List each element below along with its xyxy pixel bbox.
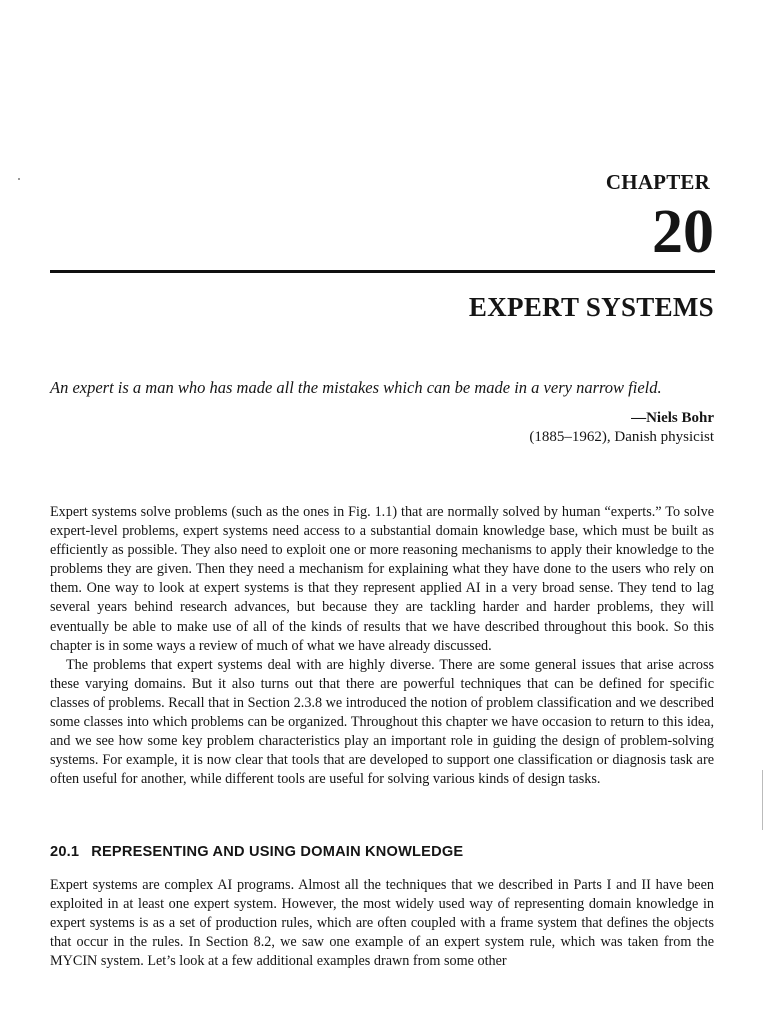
epigraph-author-detail: (1885–1962), Danish physicist bbox=[529, 429, 714, 445]
section-text bbox=[50, 876, 714, 971]
scan-speck bbox=[18, 178, 20, 180]
epigraph-quote: An expert is a man who has made all the mistakes which can be made in a very narrow field. bbox=[50, 378, 662, 397]
chapter-label: CHAPTER bbox=[605, 170, 710, 194]
epigraph-author: —Niels Bohr bbox=[631, 410, 714, 426]
section-number: 20.1 bbox=[50, 844, 80, 860]
section-heading bbox=[50, 844, 463, 860]
section-paragraph: Expert systems are complex AI programs. Almost all the techniques that we described in Parts I and II have been exploited in at least one expert system. However, the most widely used way of representing domain knowledge in expert systems is as a set of production rules, which are often coupled with a frame system that defines the objects that occur in the rules. In Section 8.2, we saw one example of an expert system rule, which was taken from the MYCIN system. Let’s look at a few additional examples drawn from some other bbox=[50, 877, 714, 970]
intro-text bbox=[50, 503, 714, 789]
scan-edge-mark bbox=[762, 770, 763, 830]
section-title: REPRESENTING AND USING DOMAIN KNOWLEDGE bbox=[91, 844, 464, 860]
body-paragraph: The problems that expert systems deal with are highly diverse. There are some general issues that arise across these varying domains. But it also turns out that there are powerful techniques that can be defined for specific classes of problems. Recall that in Section 2.3.8 we introduced the notion of problem classification and we described some classes into which problems can be organized. Throughout this chapter we have occasion to return to this idea, and we see how some key problem characteristics play an important role in guiding the design of problem-solving systems. For example, it is now clear that tools that are developed to support one classification or diagnosis task are often useful for another, while different tools are useful for solving various kinds of design tasks. bbox=[50, 656, 714, 788]
chapter-number: 20 bbox=[652, 198, 714, 266]
chapter-rule bbox=[50, 270, 715, 273]
body-paragraph: Expert systems solve problems (such as the ones in Fig. 1.1) that are normally solved by human “experts.” To solve expert-level problems, expert systems need access to a substantial domain knowledge base, which must be built as efficiently as possible. They also need to exploit one or more reasoning mechanisms to apply their knowledge to the problems they are given. Then they need a mechanism for explaining what they have done to the users who rely on them. One way to look at expert systems is that they represent applied AI in a very broad sense. They tend to lag several years behind research advances, but because they are tackling harder and harder problems, they will eventually be able to make use of all of the kinds of results that we have described throughout this book. So this chapter is in some ways a review of much of what we have already discussed. bbox=[50, 504, 714, 654]
chapter-title: EXPERT SYSTEMS bbox=[468, 292, 714, 322]
